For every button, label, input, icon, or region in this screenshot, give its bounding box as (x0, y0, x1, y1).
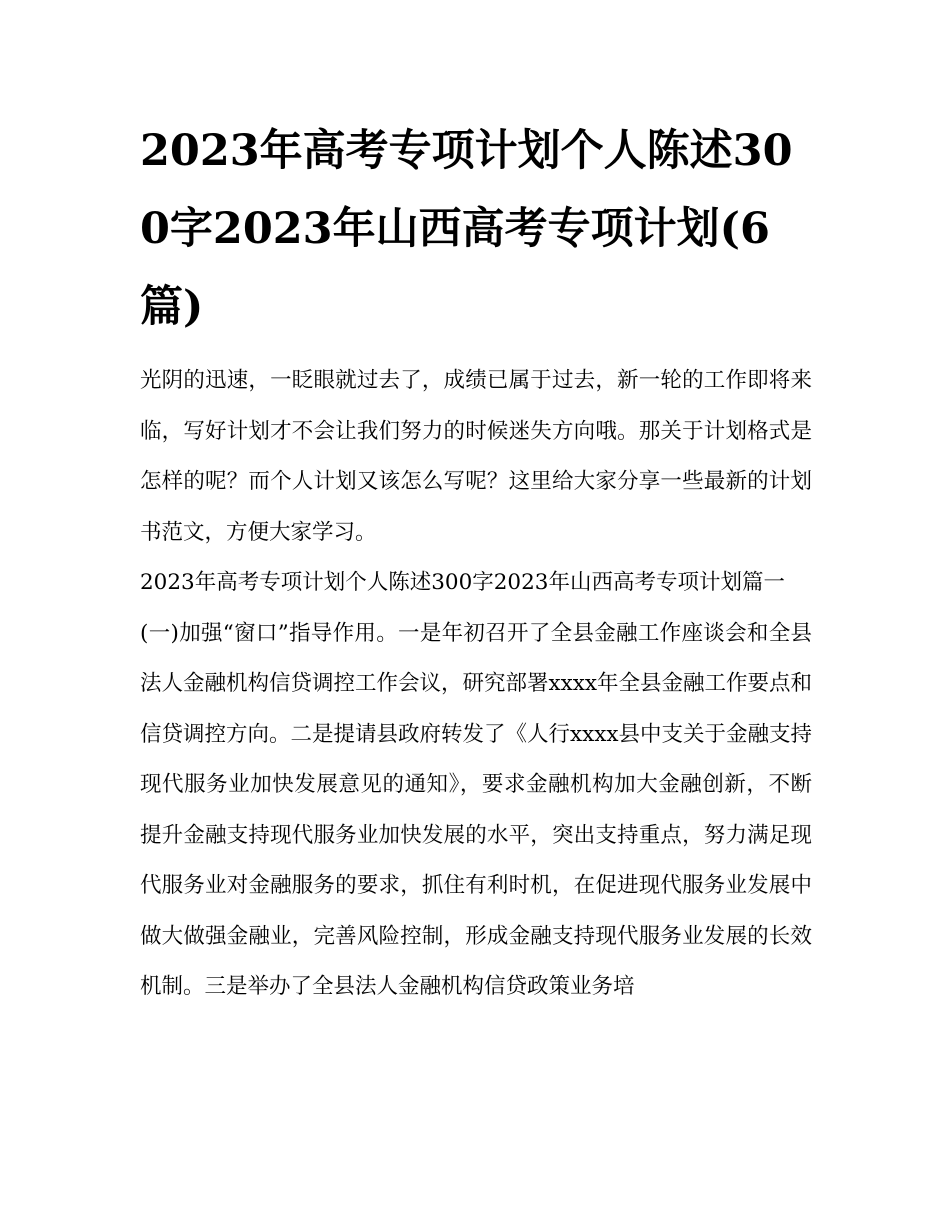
section-heading: 2023年高考专项计划个人陈述300字2023年山西高考专项计划篇一 (140, 570, 785, 595)
document-page (140, 112, 812, 1013)
body-paragraph: (一)加强“窗口”指导作用。一是年初召开了全县金融工作座谈会和全县法人金融机构信贷调控工作会议，研究部署xxxx年全县金融工作要点和信贷调控方向。二是提请县政府转发了《人行xxxx县中支关于金融支持现代服务业加快发展意见的通知》，要求金融机构加大金融创新，不断提升金融支持现代服务业加快发展的水平，突出支持重点，努力满足现代服务业对金融服务的要求，抓住有利时机，在促进现代服务业发展中做大做强金融业，完善风险控制，形成金融支持现代服务业发展的长效机制。三是举办了全县法人金融机构信贷政策业务培 (140, 620, 813, 999)
document-title: 2023年高考专项计划个人陈述300字2023年山西高考专项计划(6篇) (140, 126, 793, 332)
intro-paragraph: 光阴的迅速，一眨眼就过去了，成绩已属于过去，新一轮的工作即将来临，写好计划才不会让我们努力的时候迷失方向哦。那关于计划格式是怎样的呢？而个人计划又该怎么写呢？这里给大家分享一些最新的计划书范文，方便大家学习。 (140, 368, 812, 545)
